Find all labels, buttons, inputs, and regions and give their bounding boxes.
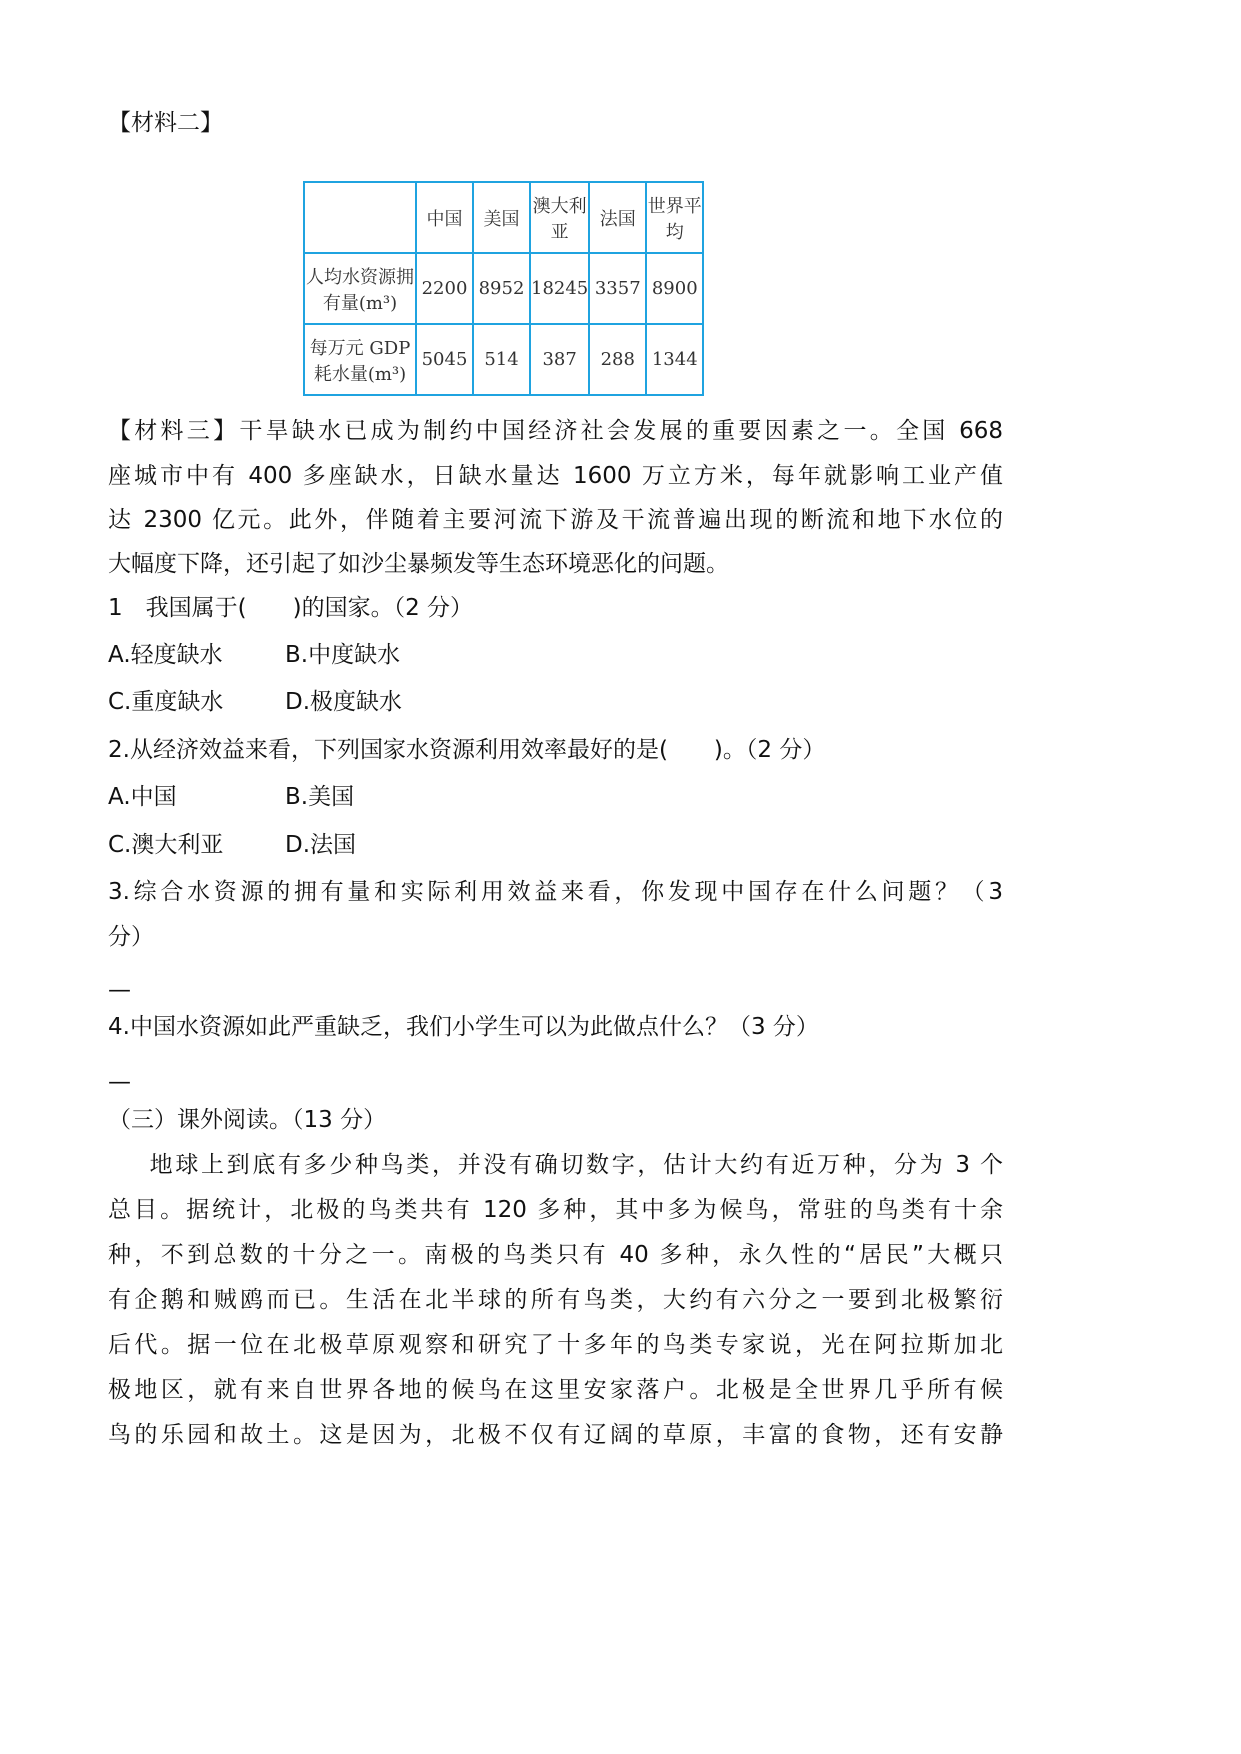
table-header-row <box>304 182 703 253</box>
q1-option-a: A.轻度缺水 <box>108 642 223 668</box>
material3-line: 【材料三】干旱缺水已成为制约中国经济社会发展的重要因素之一。全国 668 <box>108 418 1003 444</box>
reading-line: 总目。据统计，北极的鸟类共有 120 多种，其中多为候鸟，常驻的鸟类有十余 <box>108 1197 1003 1223</box>
table-cell: 8952 <box>473 253 530 324</box>
table-cell: 387 <box>530 324 589 395</box>
table-header: 法国 <box>589 182 646 253</box>
answer-blank[interactable]: — <box>108 977 131 1003</box>
table-cell: 5045 <box>416 324 473 395</box>
q2-option-d: D.法国 <box>285 832 357 858</box>
reading-line: 地球上到底有多少种鸟类，并没有确切数字，估计大约有近万种，分为 3 个 <box>124 1152 1003 1178</box>
q1-option-d: D.极度缺水 <box>285 689 403 715</box>
q1-option-b: B.中度缺水 <box>285 642 401 668</box>
reading-line: 种，不到总数的十分之一。南极的鸟类只有 40 多种，永久性的“居民”大概只 <box>108 1242 1003 1268</box>
q1-option-c: C.重度缺水 <box>108 689 224 715</box>
table-header: 美国 <box>473 182 530 253</box>
table-header: 澳大利亚 <box>530 182 589 253</box>
material2-heading: 【材料二】 <box>108 110 223 136</box>
material3-line: 达 2300 亿元。此外，伴随着主要河流下游及干流普遍出现的断流和地下水位的 <box>108 507 1003 533</box>
q2-option-b: B.美国 <box>285 784 355 810</box>
table-cell: 288 <box>589 324 646 395</box>
q2-option-a: A.中国 <box>108 784 177 810</box>
question-2: 2.从经济效益来看，下列国家水资源利用效率最好的是( )。（2 分） <box>108 737 826 763</box>
table-header: 中国 <box>416 182 473 253</box>
section3-heading: （三）课外阅读。（13 分） <box>108 1107 387 1133</box>
q2-option-c: C.澳大利亚 <box>108 832 224 858</box>
row-label: 每万元 GDP 耗水量(m³) <box>304 324 416 395</box>
reading-line: 后代。据一位在北极草原观察和研究了十多年的鸟类专家说，光在阿拉斯加北 <box>108 1332 1003 1358</box>
table-row <box>304 253 703 324</box>
row-label: 人均水资源拥有量(m³) <box>304 253 416 324</box>
table-cell: 2200 <box>416 253 473 324</box>
question-3: 3.综合水资源的拥有量和实际利用效益来看，你发现中国存在什么问题？（3 <box>108 879 1003 905</box>
question-1: 1 我国属于( )的国家。（2 分） <box>108 595 474 621</box>
question-4: 4.中国水资源如此严重缺乏，我们小学生可以为此做点什么？（3 分） <box>108 1014 819 1040</box>
reading-line: 鸟的乐园和故土。这是因为，北极不仅有辽阔的草原，丰富的食物，还有安静 <box>108 1422 1003 1448</box>
question-3-cont: 分） <box>108 924 154 950</box>
table-cell: 18245 <box>530 253 589 324</box>
reading-line: 有企鹅和贼鸥而已。生活在北半球的所有鸟类，大约有六分之一要到北极繁衍 <box>108 1287 1003 1313</box>
table-header: 世界平均 <box>646 182 703 253</box>
table-cell: 1344 <box>646 324 703 395</box>
answer-blank[interactable]: — <box>108 1069 131 1095</box>
table-row <box>304 324 703 395</box>
material3-line: 大幅度下降，还引起了如沙尘暴频发等生态环境恶化的问题。 <box>108 551 729 577</box>
water-resource-table <box>303 181 704 396</box>
table-cell: 8900 <box>646 253 703 324</box>
material3-line: 座城市中有 400 多座缺水，日缺水量达 1600 万立方米，每年就影响工业产值 <box>108 463 1003 489</box>
table-cell: 3357 <box>589 253 646 324</box>
table-cell <box>304 182 416 253</box>
table-cell: 514 <box>473 324 530 395</box>
reading-line: 极地区，就有来自世界各地的候鸟在这里安家落户。北极是全世界几乎所有候 <box>108 1377 1003 1403</box>
